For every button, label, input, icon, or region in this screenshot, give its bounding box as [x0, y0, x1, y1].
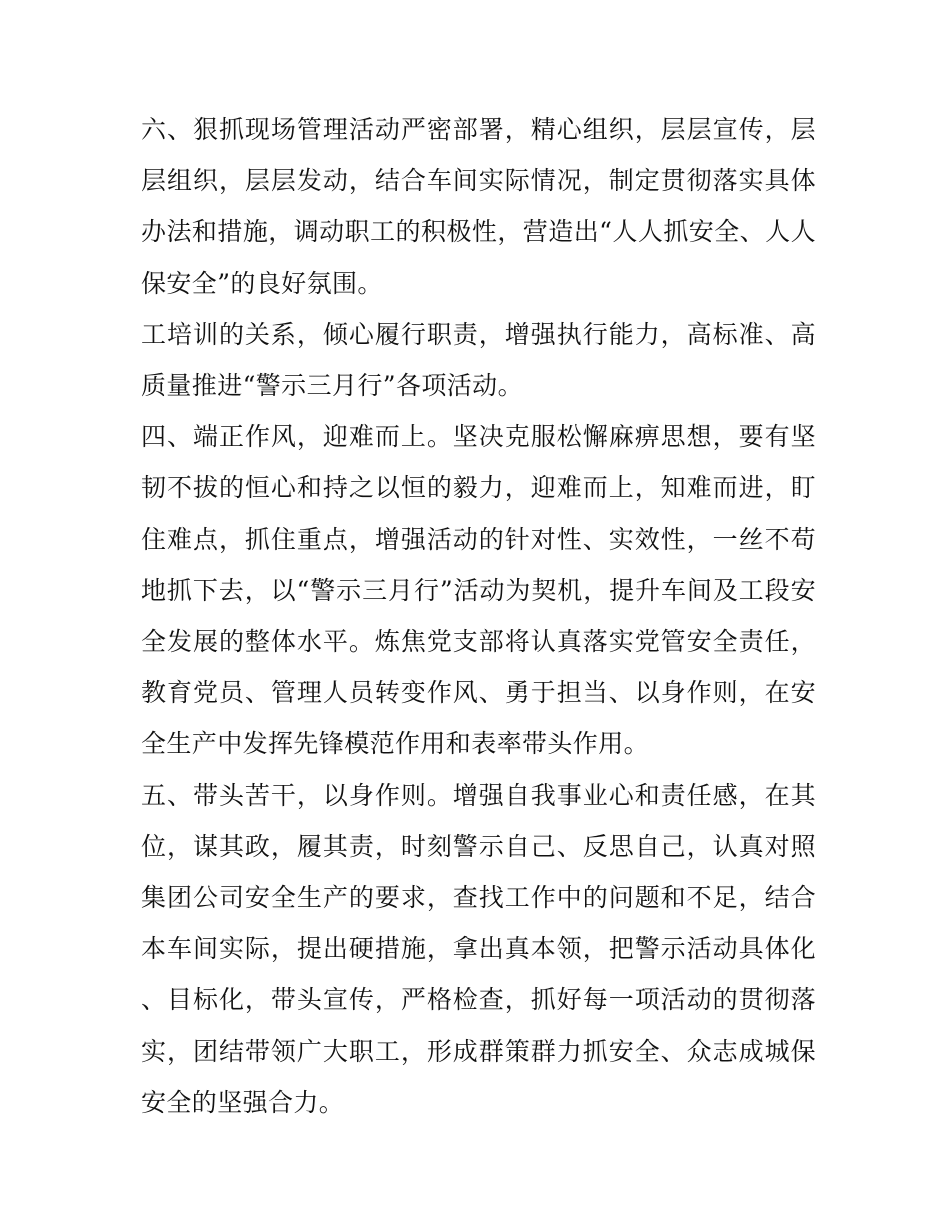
paragraph-four: 四、端正作风，迎难而上。坚决克服松懈麻痹思想，要有坚韧不拔的恒心和持之以恒的毅力，迎难而上，知难而进，盯住难点，抓住重点，增强活动的针对性、实效性，一丝不苟地抓下去，以“警示三月行”活动为契机，提升车间及工段安全发展的整体水平。炼焦党支部将认真落实党管安全责任，教育党员、管理人员转变作风、勇于担当、以身作则，在安全生产中发挥先锋模范作用和表率带头作用。	[141, 422, 816, 759]
paragraph-five: 五、带头苦干，以身作则。增强自我事业心和责任感，在其位，谋其政，履其责，时刻警示自己、反思自己，认真对照集团公司安全生产的要求，查找工作中的问题和不足，结合本车间实际，提出硬措施，拿出真本领，把警示活动具体化、目标化，带头宣传，严格检查，抓好每一项活动的贯彻落实，团结带领广大职工，形成群策群力抓安全、众志成城保安全的坚强合力。	[141, 780, 816, 1117]
paragraph-six: 六、狠抓现场管理活动严密部署，精心组织，层层宣传，层层组织，层层发动，结合车间实际情况，制定贯彻落实具体办法和措施，调动职工的积极性，营造出“人人抓安全、人人保安全”的良好氛围。	[141, 115, 816, 298]
paragraph-training: 工培训的关系，倾心履行职责，增强执行能力，高标准、高质量推进“警示三月行”各项活动。	[141, 319, 816, 401]
document-body	[141, 104, 816, 1128]
